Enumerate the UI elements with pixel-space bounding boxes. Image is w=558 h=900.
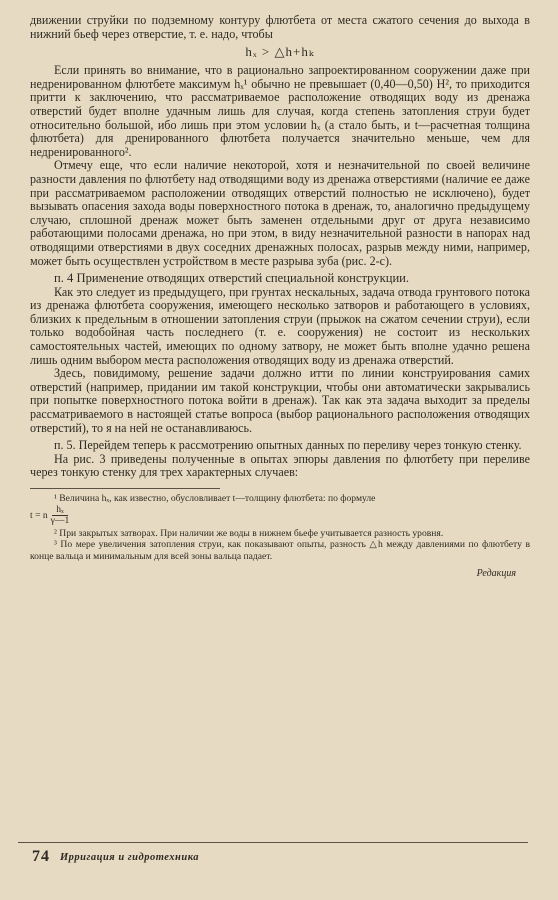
- footnote-formula: [30, 505, 530, 526]
- footnote-3: ³ По мере увеличения затопления струи, как показывают опыты, разность △h между давлениями по флютбету в конце вальца и минимальным для всей зоны вальца падает.: [30, 539, 530, 562]
- footnote-1: ¹ Величина hₓ, как известно, обусловливает t—толщину флютбета: по формуле: [54, 493, 376, 504]
- footnote-rule: [30, 488, 220, 489]
- main-text: [30, 14, 530, 579]
- paragraph-7: На рис. 3 приведены полученные в опытах эпюры давления по флютбету при переливе через тонкую стенку для трех характерных случаев:: [30, 451, 530, 480]
- section-5-paragraph: п. 5. Перейдем теперь к рассмотрению опытных данных по переливу через тонкую стенку.: [54, 438, 522, 453]
- paragraph-5: Здесь, повидимому, решение задачи должно итти по линии конструирования самих отверстий (например, придании им такой конструкции, чтобы они автоматически закрывались при попытке поверхностного потока войти в дренаж). Так как эта задача выходит за пределы рассматриваемого в настоящей статье вопроса (выбор рационального расположения отводящих отверстий), то я на ней не останавливаюсь.: [30, 366, 530, 435]
- footer-rule: [18, 842, 528, 843]
- formula-fraction: [51, 505, 70, 526]
- footnote-2: ² При закрытых затворах. При наличии же воды в нижнем бьефе учитывается разность уровня.: [54, 528, 444, 540]
- section-4-heading: п. 4 Применение отводящих отверстий специальной конструкции.: [54, 271, 410, 286]
- inequality-formula: hₓ > △h+hₖ: [245, 44, 315, 60]
- running-title: Ирригация и гидротехника: [60, 852, 200, 863]
- paragraph-4: Как это следует из предыдущего, при грунтах нескальных, задача отвода грунтового потока из дренажа флютбета сооружения, имеющего несколько затворов и работающего в условиях, близких к предельным в отношении затопления струи (прыжок на сжатом сечении струи), если только водобойная часть последнего (т. е. сооружения) не состоит из нескольких самостоятельных частей, имеющих по одному затвору, не может быть вполне удачно решена лишь одним выбором места расположения отводящих воду из дренажа отверстий.: [30, 284, 530, 367]
- paragraph-1: Если принять во внимание, что в рационально запроектированном сооружении даже при недренированном флютбете максимум hₓ¹ обычно не превышает (0,40—0,50) H², то приходится притти к заключению, что рассматриваемое расположение отводящих воду из дренажа отверстий будет вполне удачным лишь для случая, когда степень затопления струи будет относительно большой, ибо лишь при этом условии hₓ (а стало быть, и t—расчетная толщина флютбета) для дренированного флютбета получается значительно меньше, чем для недренированного².: [30, 63, 530, 159]
- paragraph-2: Отмечу еще, что если наличие некоторой, хотя и незначительной по своей величине разности давления по флютбету над отводящими воду из дренажа отверстиями (наличие ее даже при рассматриваемом расположении отводящих отверстий полностью не исключено), будет вызывать опасения захода воды поверхностного потока в дренаж, то, аналогично предыдущему случаю, сплошной дренаж может быть заменен отдельными друг от друга независимо работающими полосами дренажа, но при этом, в виду незначительной разности в напорах над отводящими отверстиями в двух соседних дренажных полосах, разрыв между ними, например, может быть осуществлен устройством в месте разрыва зуба (рис. 2-с).: [30, 158, 530, 268]
- page-number: 74: [32, 848, 50, 865]
- formula-lhs: t = n: [30, 509, 48, 521]
- lead-paragraph: движении струйки по подземному контуру флютбета от места сжатого сечения до выхода в нижний бьеф через отверстие, т. е. надо, чтобы: [30, 13, 530, 41]
- formula-denominator: γ—1: [50, 515, 70, 527]
- formula-numerator: hₓ: [52, 505, 68, 516]
- editorial-signature: Редакция: [476, 567, 516, 579]
